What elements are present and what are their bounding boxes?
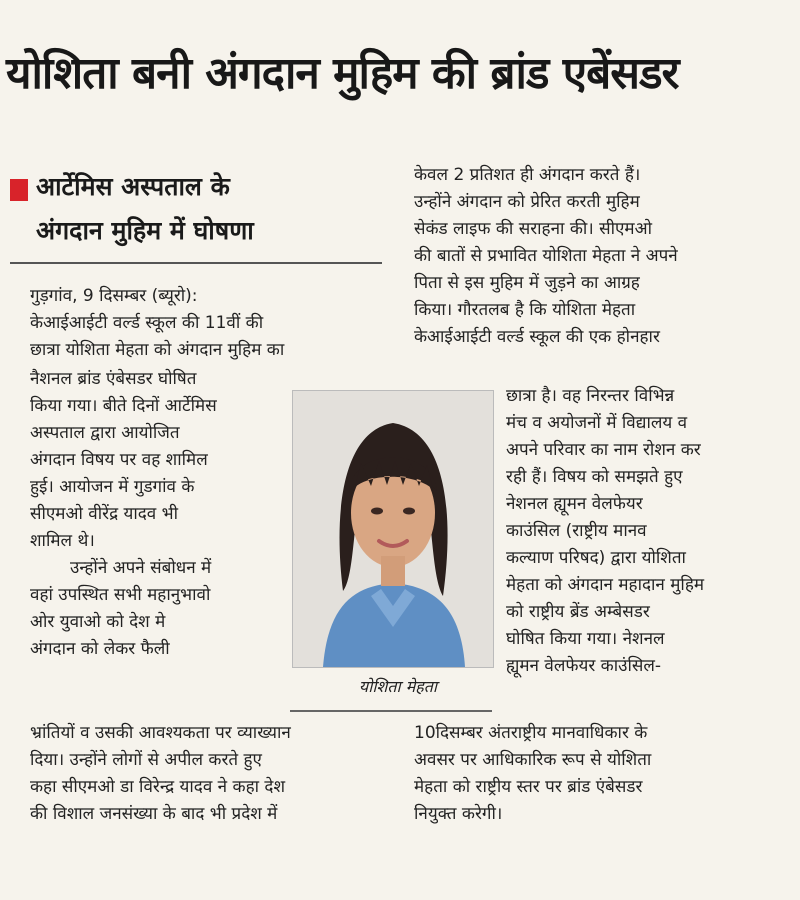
text-line: की बातों से प्रभावित योशिता मेहता ने अपने bbox=[414, 246, 678, 266]
column-2-top bbox=[414, 162, 678, 351]
text-line: किया। गौरतलब है कि योशिता मेहता bbox=[414, 300, 636, 320]
text-line: को राष्ट्रीय ब्रेंड अम्बेसडर bbox=[506, 602, 650, 622]
text-line: रही हैं। विषय को समझते हुए bbox=[506, 467, 683, 487]
text-line: वहां उपस्थित सभी महानुभावो bbox=[30, 585, 211, 605]
text-line: घोषित किया गया। नेशनल bbox=[506, 629, 665, 649]
text-line: पिता से इस मुहिम में जुड़ने का आग्रह bbox=[414, 273, 640, 293]
text-line: अंगदान विषय पर वह शामिल bbox=[30, 450, 208, 470]
text-line: सेकंड लाइफ की सराहना की। सीएमओ bbox=[414, 219, 652, 239]
text-line: उन्होंने अपने संबोधन में bbox=[70, 558, 212, 578]
column-1-beside-photo bbox=[30, 366, 217, 663]
dateline: गुड़गांव, 9 दिसम्बर (ब्यूरो): bbox=[30, 286, 198, 306]
text-line: सीएमओ वीरेंद्र यादव भी bbox=[30, 504, 178, 524]
red-bullet-icon bbox=[10, 179, 28, 201]
text-line: नेशनल ह्यूमन वेलफेयर bbox=[506, 494, 643, 514]
headline: योशिता बनी अंगदान मुहिम की ब्रांड एबेंसडर bbox=[6, 48, 679, 99]
subheadline bbox=[8, 165, 388, 253]
text-line: उन्होंने अंगदान को प्रेरित करती मुहिम bbox=[414, 192, 640, 212]
text-line: केआईआईटी वर्ल्ड स्कूल की 11वीं की bbox=[30, 313, 264, 333]
text-line: काउंसिल (राष्ट्रीय मानव bbox=[506, 521, 647, 541]
text-line: मेहता को अंगदान महादान मुहिम bbox=[506, 575, 705, 595]
text-line: मंच व अयोजनों में विद्यालय व bbox=[506, 413, 688, 433]
text-line: अस्पताल द्वारा आयोजित bbox=[30, 423, 180, 443]
text-line: अंगदान को लेकर फैली bbox=[30, 639, 170, 659]
text-line: किया गया। बीते दिनों आर्टेमिस bbox=[30, 396, 217, 416]
text-line: अवसर पर आधिकारिक रूप से योशिता bbox=[414, 750, 652, 770]
column-1-top bbox=[30, 283, 284, 364]
text-line: हुई। आयोजन में गुडगांव के bbox=[30, 477, 195, 497]
text-line: ओर युवाओ को देश मे bbox=[30, 612, 166, 632]
text-line: केआईआईटी वर्ल्ड स्कूल की एक होनहार bbox=[414, 327, 660, 347]
text-line: कहा सीएमओ डा विरेन्द्र यादव ने कहा देश bbox=[30, 777, 286, 797]
text-line: केवल 2 प्रतिशत ही अंगदान करते हैं। bbox=[414, 165, 641, 185]
photo-caption: योशिता मेहता bbox=[358, 677, 438, 696]
column-1-bottom bbox=[30, 720, 291, 828]
portrait-photo bbox=[292, 390, 494, 668]
text-line: ह्यूमन वेलफेयर काउंसिल- bbox=[506, 656, 662, 676]
text-line: भ्रांतियों व उसकी आवश्यकता पर व्याख्यान bbox=[30, 723, 291, 743]
text-line: शामिल थे। bbox=[30, 531, 95, 551]
text-line: 10दिसम्बर अंतराष्ट्रीय मानवाधिकार के bbox=[414, 723, 648, 743]
text-line: नियुक्त करेगी। bbox=[414, 804, 503, 824]
portrait-illustration bbox=[293, 391, 493, 667]
column-2-bottom bbox=[414, 720, 651, 828]
caption-divider bbox=[290, 710, 492, 712]
text-line: छात्रा योशिता मेहता को अंगदान मुहिम का bbox=[30, 340, 285, 360]
text-line: नैशनल ब्रांड एंबेसडर घोषित bbox=[30, 369, 197, 389]
text-line: दिया। उन्होंने लोगों से अपील करते हुए bbox=[30, 750, 262, 770]
text-line: मेहता को राष्ट्रीय स्तर पर ब्रांड एंबेसडर bbox=[414, 777, 643, 797]
text-line: कल्याण परिषद) द्वारा योशिता bbox=[506, 548, 686, 568]
column-2-beside-photo bbox=[506, 383, 704, 680]
text-line: अपने परिवार का नाम रोशन कर bbox=[506, 440, 701, 460]
text-line: की विशाल जनसंख्या के बाद भी प्रदेश में bbox=[30, 804, 278, 824]
divider bbox=[10, 262, 382, 264]
subheadline-line-2: अंगदान मुहिम में घोषणा bbox=[36, 216, 254, 245]
subheadline-line-1: आर्टेमिस अस्पताल के bbox=[36, 172, 230, 201]
text-line: छात्रा है। वह निरन्तर विभिन्न bbox=[506, 386, 675, 406]
